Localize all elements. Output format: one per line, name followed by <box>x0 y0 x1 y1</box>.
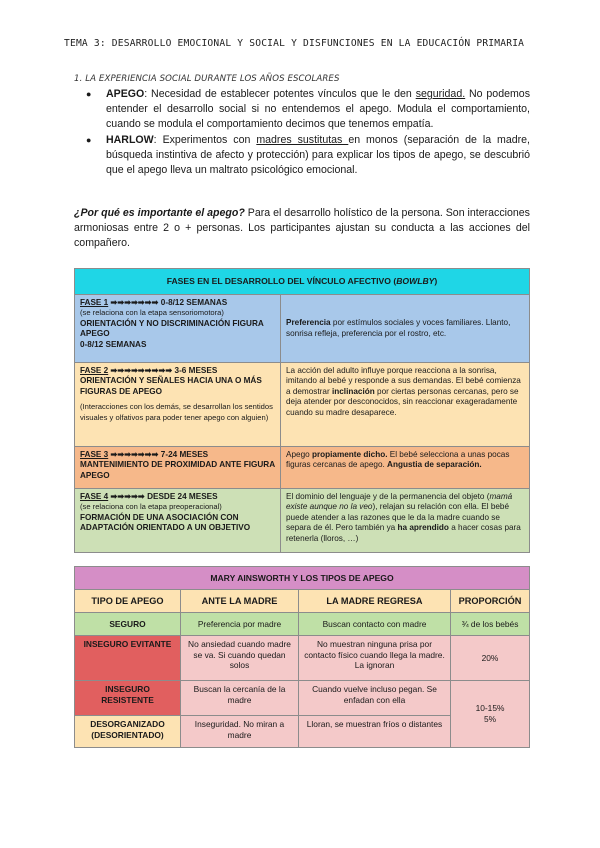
desc-text: a hacer cosas para retenerla (lloros, …) <box>286 523 521 543</box>
table-row <box>75 447 530 489</box>
desc-text: El dominio del lenguaje y de la permanencia del objeto ( <box>286 492 490 501</box>
phase-label: FASE 4 <box>80 492 109 501</box>
phase-description <box>281 447 530 489</box>
phase-label: FASE 1 <box>80 298 109 307</box>
phase-name: ORIENTACIÓN Y NO DISCRIMINACIÓN FIGURA APEGO <box>80 318 264 339</box>
phase-range: ➡➡➡➡➡➡➡➡➡ 3-6 MESES <box>108 366 218 375</box>
why-question: ¿Por qué es importante el apego? <box>74 207 245 219</box>
desc-italic: mamá existe aunque no la veo <box>286 492 513 512</box>
bullet-apego <box>82 87 530 132</box>
bullet-list <box>82 87 530 179</box>
regresa-cell: Lloran, se muestran fríos o distantes <box>299 716 451 748</box>
desc-text: La acción del adulto influye porque reacciona a la sonrisa, imitando al bebé y responde a sus demandas. El bebé comienza a demostrar <box>286 366 521 396</box>
prop-value: 5% <box>483 714 497 724</box>
column-header: LA MADRE REGRESA <box>299 590 451 613</box>
phase-cell <box>75 489 281 553</box>
desc-text: El bebé selecciona a unas pocas figuras cercanas de apego. <box>286 450 510 470</box>
tipo-cell: INSEGURO EVITANTE <box>75 636 181 681</box>
title-text: FASES EN EL DESARROLLO DEL VÍNCULO AFECTIVO ( <box>166 276 397 287</box>
bullet-text: : Experimentos con <box>153 134 257 146</box>
table-row <box>75 636 530 681</box>
phase-description <box>281 363 530 447</box>
desc-text: ), relajan su relación con ella. El bebé puede atender a las razones que le da la madre cuando se separa de él. Pero también ya <box>286 502 510 533</box>
desc-bold: Angustia de separación. <box>387 460 482 470</box>
page-header: TEMA 3: DESARROLLO EMOCIONAL Y SOCIAL Y DISFUNCIONES EN LA EDUCACIÓN PRIMARIA <box>64 38 525 49</box>
phase-range: ➡➡➡➡➡➡➡ 0-8/12 SEMANAS <box>108 298 228 307</box>
prop-cell: 20% <box>451 636 530 681</box>
desc-text: por estímulos sociales y voces familiares. Llanto, sonrisa refleja, preferencia por el rostro, etc. <box>286 318 511 338</box>
column-header: PROPORCIÓN <box>451 590 530 613</box>
table-row <box>75 681 530 716</box>
tipo-cell: SEGURO <box>75 613 181 636</box>
why-paragraph <box>74 206 530 251</box>
phase-name: FORMACIÓN DE UNA ASOCIACIÓN CON ADAPTACIÓN ORIENTADO A UN OBJETIVO <box>80 512 251 533</box>
tipo-cell: DESORGANIZADO (DESORIENTADO) <box>75 716 181 748</box>
bullet-underlined: madres sustitutas <box>256 134 349 146</box>
title-text: ) <box>434 276 438 287</box>
phase-label: FASE 3 <box>80 450 109 459</box>
phase-cell <box>75 295 281 363</box>
desc-text: Apego <box>286 450 312 459</box>
bowlby-table <box>74 268 530 553</box>
phase-extra: 0-8/12 SEMANAS <box>80 339 147 349</box>
phase-cell <box>75 447 281 489</box>
desc-text: por ciertas personas cercanas, pero se deja atender por desconocidos, sin reaccionar exageradamente cuando su madre desaparece. <box>286 386 519 417</box>
phase-name: ORIENTACIÓN Y SEÑALES HACIA UNA O MÁS FIGURAS DE APEGO <box>80 376 262 396</box>
phase-note: (se relaciona con la etapa preoperacional) <box>80 502 222 512</box>
phase-range: ➡➡➡➡➡➡➡ 7-24 MESES <box>108 450 209 459</box>
bullet-term: HARLOW <box>106 134 154 146</box>
column-header: TIPO DE APEGO <box>75 590 181 613</box>
prop-value: 10-15% <box>475 703 505 714</box>
ante-cell: Buscan la cercanía de la madre <box>181 681 299 716</box>
phase-description <box>281 489 530 553</box>
ainsworth-table <box>74 566 530 748</box>
ante-cell: Preferencia por madre <box>181 613 299 636</box>
section-title: 1. LA EXPERIENCIA SOCIAL DURANTE LOS AÑOS ESCOLARES <box>74 74 340 84</box>
phase-name: MANTENIMIENTO DE PROXIMIDAD ANTE FIGURA APEGO <box>80 460 275 480</box>
bullet-harlow <box>82 133 530 178</box>
bullet-text: en monos (separación de la madre, búsqueda instintiva de afecto y protección) para explicar los tipos de apego, se descubrió que el apego lleva un maltrato psicológico emocional. <box>106 134 531 176</box>
table-row <box>75 489 530 553</box>
bullet-text: : Necesidad de establecer potentes vínculos que le den <box>144 88 416 100</box>
title-italic: BOWLBY <box>396 276 435 287</box>
table-row <box>75 295 530 363</box>
desc-bold: inclinación <box>331 386 375 396</box>
ainsworth-table-title: MARY AINSWORTH Y LOS TIPOS DE APEGO <box>75 567 530 590</box>
table-row <box>75 613 530 636</box>
prop-cell: ¾ de los bebés <box>451 613 530 636</box>
bullet-term: APEGO <box>106 88 145 100</box>
phase-cell <box>75 363 281 447</box>
phase-note: (se relaciona con la etapa sensoriomotora) <box>80 308 224 318</box>
bullet-text: No podemos entender el desarrollo social si no entendemos el apego. Modula el comportamiento, cuando se modula el comportamiento decimos que tenemos empatía. <box>106 88 530 130</box>
desc-bold: ha aprendido <box>397 523 449 533</box>
regresa-cell: Buscan contacto con madre <box>299 613 451 636</box>
table-row <box>75 363 530 447</box>
column-header: ANTE LA MADRE <box>181 590 299 613</box>
bullet-underlined: seguridad. <box>415 88 466 100</box>
bowlby-table-title <box>75 269 530 295</box>
phase-label: FASE 2 <box>80 366 109 375</box>
tipo-cell: INSEGURO RESISTENTE <box>75 681 181 716</box>
regresa-cell: Cuando vuelve incluso pegan. Se enfadan con ella <box>299 681 451 716</box>
ante-cell: No ansiedad cuando madre se va. Si cuando quedan solos <box>181 636 299 681</box>
phase-range: ➡➡➡➡➡ DESDE 24 MESES <box>108 492 218 501</box>
regresa-cell: No muestran ninguna prisa por contacto físico cuando llega la madre. La ignoran <box>299 636 451 681</box>
desc-bold: propiamente dicho. <box>311 450 388 459</box>
phase-note: (Interacciones con los demás, se desarrollan los sentidos visuales y olfativos para poder tener apego con alguien) <box>80 402 273 422</box>
why-answer: Para el desarrollo holístico de la persona. Son interacciones armoniosas entre 2 o + personas. Los participantes ajustan su conducta a las acciones del compañero. <box>74 207 530 249</box>
ante-cell: Inseguridad. No miran a madre <box>181 716 299 748</box>
table-header-row <box>75 590 530 613</box>
phase-description <box>281 295 530 363</box>
desc-bold: Preferencia <box>286 318 331 328</box>
prop-cell <box>451 681 530 748</box>
